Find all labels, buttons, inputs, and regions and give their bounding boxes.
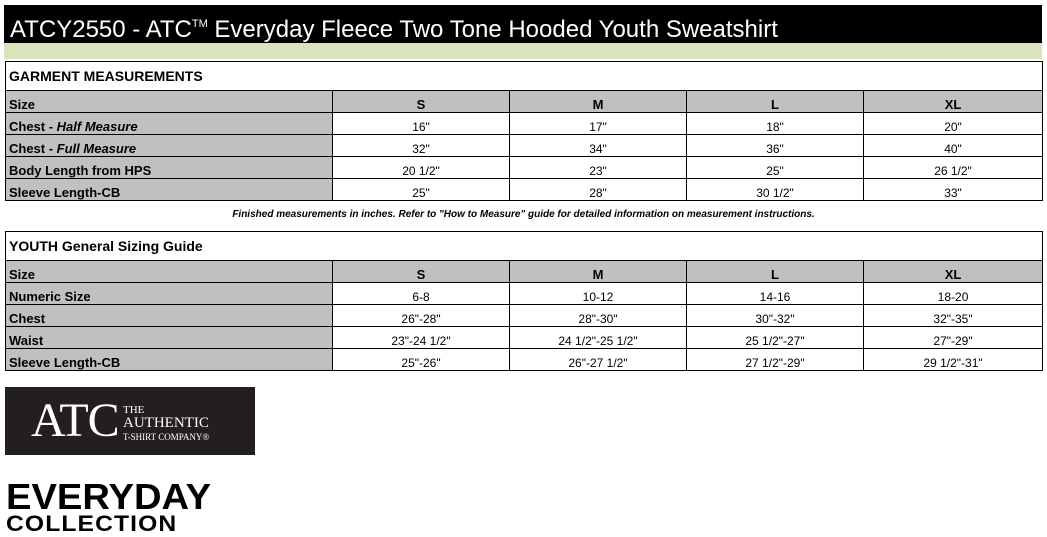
size-label: Size (6, 91, 333, 113)
table-cell: 33" (864, 179, 1043, 201)
table-cell: 26"-28" (333, 305, 510, 327)
row-label-emphasis: Half Measure (56, 119, 138, 134)
title-bar (4, 5, 1042, 43)
table-row (6, 113, 1043, 135)
size-header: S (333, 91, 510, 113)
table-cell: 29 1/2"-31" (864, 349, 1043, 371)
title-rest: Everyday Fleece Two Tone Hooded Youth Sweatshirt (207, 16, 778, 43)
garment-measurements-table (5, 61, 1043, 201)
row-label: Body Length from HPS (6, 157, 333, 179)
size-header: M (510, 261, 687, 283)
table-row (6, 327, 1043, 349)
table-cell: 27 1/2"-29" (687, 349, 864, 371)
table-cell: 16" (333, 113, 510, 135)
table-cell: 18" (687, 113, 864, 135)
table-cell: 26 1/2" (864, 157, 1043, 179)
table-cell: 25"-26" (333, 349, 510, 371)
table-cell: 6-8 (333, 283, 510, 305)
size-header: M (510, 91, 687, 113)
table-row (6, 179, 1043, 201)
table-cell: 25" (333, 179, 510, 201)
table-cell: 10-12 (510, 283, 687, 305)
table-cell: 30 1/2" (687, 179, 864, 201)
row-label-emphasis: Full Measure (56, 141, 137, 156)
page-title (10, 10, 778, 44)
table-cell: 26"-27 1/2" (510, 349, 687, 371)
table-cell: 28"-30" (510, 305, 687, 327)
size-header: XL (864, 261, 1043, 283)
table-cell: 23" (510, 157, 687, 179)
table-cell: 30"-32" (687, 305, 864, 327)
table-row (6, 283, 1043, 305)
size-header-row (6, 91, 1043, 113)
row-label: Waist (6, 327, 333, 349)
table-cell: 32" (333, 135, 510, 157)
everyday-collection-logo (6, 476, 212, 536)
size-header: L (687, 261, 864, 283)
section-title: GARMENT MEASUREMENTS (6, 62, 1043, 91)
size-header: L (687, 91, 864, 113)
everyday-logo-line1: EVERYDAY (6, 476, 212, 517)
youth-sizing-guide-table (5, 231, 1043, 371)
table-row (6, 305, 1043, 327)
table-cell: 36" (687, 135, 864, 157)
section-title: YOUTH General Sizing Guide (6, 232, 1043, 261)
table-row (6, 157, 1043, 179)
row-label: Chest - Half Measure (6, 113, 333, 135)
table-cell: 25 1/2"-27" (687, 327, 864, 349)
row-label: Chest - Full Measure (6, 135, 333, 157)
row-label: Chest (6, 305, 333, 327)
row-label: Sleeve Length-CB (6, 349, 333, 371)
measurement-footnote: Finished measurements in inches. Refer to "How to Measure" guide for detailed information on measurement instructions. (232, 209, 815, 220)
row-label: Sleeve Length-CB (6, 179, 333, 201)
atc-logo-mark: ATC (31, 394, 119, 447)
row-label: Numeric Size (6, 283, 333, 305)
table-cell: 18-20 (864, 283, 1043, 305)
table-cell: 20" (864, 113, 1043, 135)
table-cell: 32"-35" (864, 305, 1043, 327)
table-row (6, 349, 1043, 371)
size-header-row (6, 261, 1043, 283)
title-accent-stripe (4, 43, 1042, 59)
everyday-logo-line2: COLLECTION (6, 511, 178, 536)
table-cell: 40" (864, 135, 1043, 157)
table-cell: 24 1/2"-25 1/2" (510, 327, 687, 349)
table-cell: 27"-29" (864, 327, 1043, 349)
table-cell: 34" (510, 135, 687, 157)
size-header: S (333, 261, 510, 283)
size-header: XL (864, 91, 1043, 113)
table-cell: 23"-24 1/2" (333, 327, 510, 349)
atc-logo-wordmark: THE AUTHENTIC T-SHIRT COMPANY® (123, 404, 210, 442)
table-row (6, 135, 1043, 157)
table-cell: 25" (687, 157, 864, 179)
table-cell: 20 1/2" (333, 157, 510, 179)
table-cell: 14-16 (687, 283, 864, 305)
table-cell: 17" (510, 113, 687, 135)
trademark-symbol: TM (191, 18, 208, 30)
size-label: Size (6, 261, 333, 283)
atc-brand-logo (5, 387, 255, 455)
table-cell: 28" (510, 179, 687, 201)
title-main: ATCY2550 - ATC (10, 16, 192, 43)
